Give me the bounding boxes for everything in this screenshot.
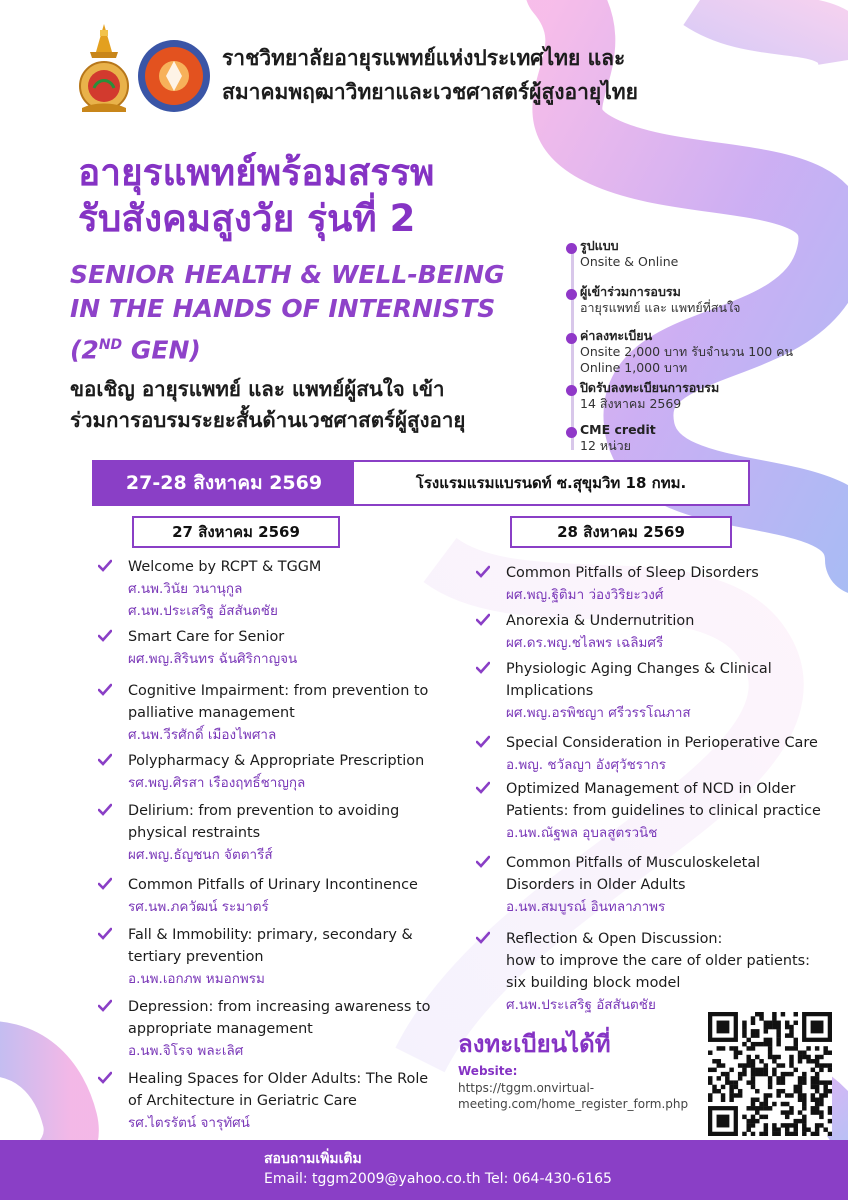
session-title: Disorders in Older Adults [506, 877, 686, 893]
info-format [566, 238, 678, 270]
session-title: Depression: from increasing awareness to [128, 999, 431, 1015]
session-item [476, 658, 772, 724]
session-speaker: รศ.พญ.ศิรสา เรืองฤทธิ์ชาญกุล [128, 775, 306, 791]
session-title: how to improve the care of older patients: [506, 953, 811, 969]
info-close [566, 380, 719, 412]
session-speaker: ศ.นพ.วีรศักดิ์ เมืองไพศาล [128, 727, 277, 743]
org-line-2: สมาคมพฤฒาวิทยาและเวชศาสตร์ผู้สูงอายุไทย [222, 80, 638, 104]
title-en-line-2: IN THE HANDS OF INTERNISTS [70, 294, 496, 323]
session-item [98, 1068, 428, 1134]
info-format-label: รูปแบบ [580, 238, 619, 253]
session-speaker: ศ.นพ.ประเสริฐ อัสสันตชัย [128, 603, 278, 619]
session-title: six building block model [506, 975, 681, 991]
registration-qr-code[interactable] [708, 1012, 832, 1136]
session-speaker: ศ.นพ.วินัย วนานุกูล [128, 581, 243, 597]
session-item [476, 778, 821, 844]
session-item [98, 924, 413, 990]
session-title: Common Pitfalls of Sleep Disorders [506, 565, 759, 581]
checkmark-icon [98, 1071, 112, 1085]
session-speaker: ผศ.พญ.ฐิติมา ว่องวิริยะวงศ์ [506, 587, 664, 603]
session-item [98, 996, 430, 1062]
session-item [476, 562, 759, 606]
org-line-1: ราชวิทยาลัยอายุรแพทย์แห่งประเทศไทย และ [222, 46, 626, 70]
checkmark-icon [98, 803, 112, 817]
date-venue-band [92, 460, 750, 506]
session-item [98, 874, 418, 918]
session-title: Healing Spaces for Older Adults: The Role [128, 1071, 429, 1087]
info-close-label: ปิดรับลงทะเบียนการอบรม [580, 380, 720, 395]
timeline-dot [566, 385, 577, 396]
info-cme-value: 12 หน่วย [580, 438, 632, 453]
event-venue: โรงแรมแรมแบรนดท์ ซ.สุขุมวิท 18 กทม. [415, 474, 687, 492]
checkmark-icon [98, 629, 112, 643]
footer-title: สอบถามเพิ่มเติม [264, 1151, 362, 1167]
session-title: Optimized Management of NCD in Older [506, 781, 796, 797]
timeline-dot [566, 427, 577, 438]
session-speaker: รศ.ไตรรัตน์ จารุทัศน์ [128, 1115, 250, 1131]
info-fee-online: Online 1,000 บาท [580, 360, 688, 375]
day1-label: 27 สิงหาคม 2569 [132, 516, 340, 548]
footer [0, 1140, 848, 1200]
footer-contact[interactable]: Email: tggm2009@yahoo.co.th Tel: 064-430-6165 [264, 1171, 612, 1187]
rcpt-logo [76, 22, 132, 114]
registration-title: ลงทะเบียนได้ที่ [458, 1030, 611, 1058]
session-title: Fall & Immobility: primary, secondary & [128, 927, 413, 943]
checkmark-icon [476, 931, 490, 945]
info-fee-onsite: Onsite 2,000 บาท รับจำนวน 100 คน [580, 344, 794, 359]
session-title: appropriate management [128, 1021, 313, 1037]
checkmark-icon [98, 683, 112, 697]
title-thai-line-2: รับสังคมสูงวัย รุ่นที่ 2 [78, 197, 416, 240]
session-title: Anorexia & Undernutrition [506, 613, 695, 629]
timeline-dot [566, 289, 577, 300]
session-speaker: อ.พญ. ชวัลญา อังศุวัชรากร [506, 757, 667, 773]
checkmark-icon [476, 735, 490, 749]
checkmark-icon [476, 661, 490, 675]
title-en-line-1: SENIOR HEALTH & WELL-BEING [70, 260, 505, 289]
info-participants-value: อายุรแพทย์ และ แพทย์ที่สนใจ [580, 300, 741, 315]
title-en-line-3 [70, 328, 201, 367]
session-speaker: ผศ.พญ.สิรินทร ฉันศิริกาญจน [128, 651, 298, 667]
checkmark-icon [98, 559, 112, 573]
website-url-line-2[interactable]: meeting.com/home_register_form.php [458, 1097, 689, 1111]
invitation-line-1: ขอเชิญ อายุรแพทย์ และ แพทย์ผู้สนใจ เข้า [70, 377, 445, 401]
session-speaker: ผศ.พญ.ธัญชนก จัตตารีส์ [128, 847, 273, 863]
website-label: Website: [458, 1064, 518, 1078]
session-speaker: อ.นพ.เอกภพ หมอกพรม [128, 971, 265, 987]
title-en-line-3-sup: ND [98, 337, 123, 353]
checkmark-icon [98, 753, 112, 767]
session-speaker: อ.นพ.จิโรจ พละเลิศ [128, 1043, 244, 1059]
website-url-line-1[interactable]: https://tggm.onvirtual- [458, 1081, 595, 1095]
session-title: Smart Care for Senior [128, 629, 285, 645]
info-format-value: Onsite & Online [580, 254, 679, 269]
session-speaker: ผศ.พญ.อรพิชญา ศรีวรรโณภาส [506, 705, 691, 721]
session-title: Patients: from guidelines to clinical practice [506, 803, 821, 819]
session-speaker: อ.นพ.ณัฐพล อุบลสูตรวนิช [506, 825, 658, 841]
title-en-line-3-suffix: GEN) [122, 335, 201, 365]
checkmark-icon [476, 855, 490, 869]
checkmark-icon [98, 877, 112, 891]
session-item [476, 732, 818, 776]
checkmark-icon [98, 927, 112, 941]
timeline-dot [566, 333, 577, 344]
info-cme-label: CME credit [580, 422, 656, 437]
session-item [476, 852, 760, 918]
info-cme [566, 422, 656, 454]
session-title: physical restraints [128, 825, 261, 841]
session-title: palliative management [128, 705, 295, 721]
info-fee-label: ค่าลงทะเบียน [580, 328, 653, 343]
invitation-line-2: ร่วมการอบรมระยะสั้นด้านเวชศาสตร์ผู้สูงอายุ [70, 408, 466, 432]
session-speaker: รศ.นพ.ภควัฒน์ ระมาตร์ [128, 899, 269, 915]
checkmark-icon [98, 999, 112, 1013]
info-participants [566, 284, 741, 316]
session-title: Special Consideration in Perioperative Care [506, 735, 818, 751]
session-item [98, 626, 297, 670]
checkmark-icon [476, 781, 490, 795]
session-title: Polypharmacy & Appropriate Prescription [128, 753, 425, 769]
session-speaker: ศ.นพ.ประเสริฐ อัสสันตชัย [506, 997, 656, 1013]
session-title: Common Pitfalls of Urinary Incontinence [128, 877, 418, 893]
session-item [476, 928, 810, 1016]
info-close-value: 14 สิงหาคม 2569 [580, 396, 682, 411]
checkmark-icon [476, 565, 490, 579]
tggm-logo [136, 38, 212, 114]
timeline-dot [566, 243, 577, 254]
session-item [98, 556, 321, 622]
session-title: Implications [506, 683, 594, 699]
session-title: Cognitive Impairment: from prevention to [128, 683, 429, 699]
session-title: of Architecture in Geriatric Care [128, 1093, 357, 1109]
session-title: Common Pitfalls of Musculoskeletal [506, 855, 761, 871]
session-speaker: ผศ.ดร.พญ.ชไลพร เฉลิมศรี [506, 635, 664, 651]
info-participants-label: ผู้เข้าร่วมการอบรม [580, 284, 681, 299]
title-en-line-3-prefix: (2 [70, 335, 99, 365]
session-item [98, 750, 424, 794]
session-item [98, 800, 399, 866]
session-speaker: อ.นพ.สมบูรณ์ อินทลาภาพร [506, 899, 666, 915]
event-dates: 27-28 สิงหาคม 2569 [94, 462, 354, 504]
session-title: Physiologic Aging Changes & Clinical [506, 661, 772, 677]
info-fee [566, 328, 793, 376]
session-item [476, 610, 694, 654]
day2-label: 28 สิงหาคม 2569 [510, 516, 732, 548]
session-title: Reflection & Open Discussion: [506, 931, 723, 947]
session-title: Delirium: from prevention to avoiding [128, 803, 400, 819]
session-title: tertiary prevention [128, 949, 264, 965]
title-thai-line-1: อายุรแพทย์พร้อมสรรพ [78, 151, 435, 194]
session-title: Welcome by RCPT & TGGM [128, 559, 322, 575]
checkmark-icon [476, 613, 490, 627]
session-item [98, 680, 428, 746]
